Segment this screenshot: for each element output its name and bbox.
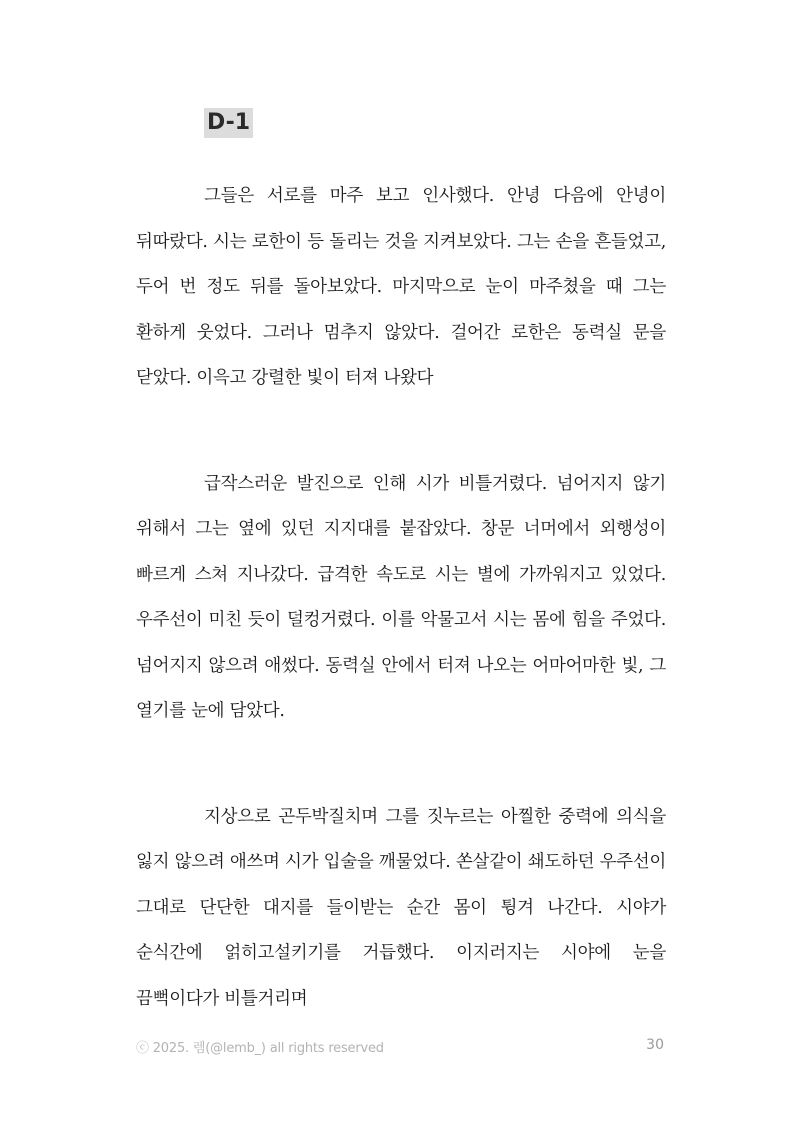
paragraph-2: 급작스러운 발진으로 인해 시가 비틀거렸다. 넘어지지 않기 위해서 그는 옆에 있던 지지대를 붙잡았다. 창문 너머에서 외행성이 빠르게 스쳐 지나갔다. 급격한 속도로 시는 별에 가까워지고 있었다. 우주선이 미친 듯이 덜컹거렸다. 이를 악물고서 시는 몸에 힘을 주었다. 넘어지지 않으려 애썼다. 동력실 안에서 터져 나오는 어마어마한 빛, 그 열기를 눈에 담았다.: [136, 473, 666, 721]
body-text: [136, 174, 666, 1082]
page-number: 30: [646, 1037, 664, 1053]
paragraph-3: 지상으로 곤두박질치며 그를 짓누르는 아찔한 중력에 의식을 잃지 않으려 애쓰며 시가 입술을 깨물었다. 쏜살같이 쇄도하던 우주선이 그대로 단단한 대지를 들이받는 순간 몸이 튕겨 나간다. 시야가 순식간에 얽히고설키기를 거듭했다. 이지러지는 시야에 눈을 끔뻑이다가 비틀거리며: [136, 806, 666, 1009]
chapter-title: D-1: [204, 108, 253, 138]
footer-copyright: ⓒ 2025. 렘(@lemb_) all rights reserved: [136, 1041, 384, 1056]
paragraph-1: 그들은 서로를 마주 보고 인사했다. 안녕 다음에 안녕이 뒤따랐다. 시는 로한이 등 돌리는 것을 지켜보았다. 그는 손을 흔들었고, 두어 번 정도 뒤를 돌아보았다. 마지막으로 눈이 마주쳤을 때 그는 환하게 웃었다. 그러나 멈추지 않았다. 걸어간 로한은 동력실 문을 닫았다. 이윽고 강렬한 빛이 터져 나왔다: [136, 186, 666, 388]
